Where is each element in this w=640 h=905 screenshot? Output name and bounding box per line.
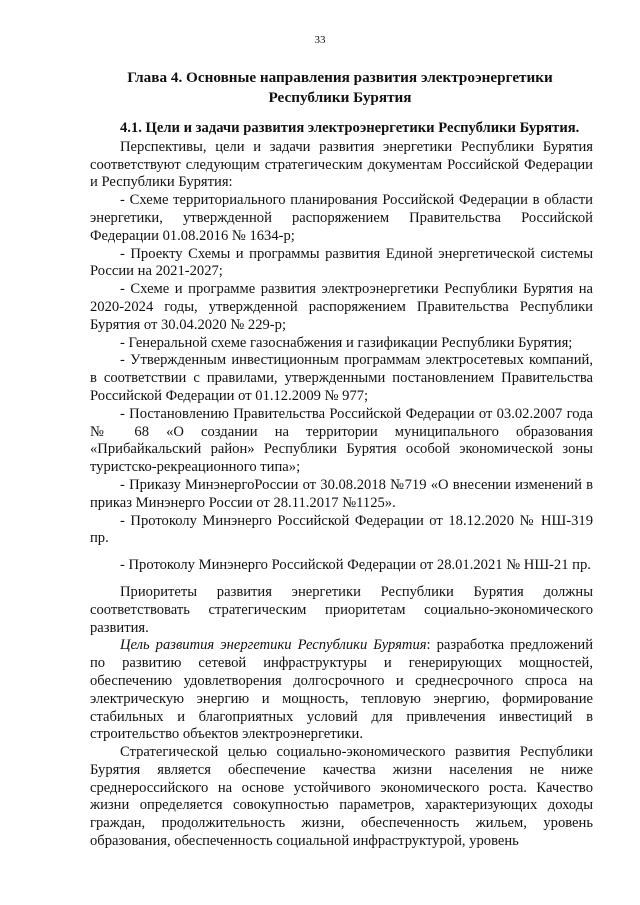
document-body (90, 120, 593, 851)
list-item-doc4: - Генеральной схеме газоснабжения и газификации Республики Бурятия; (120, 334, 573, 351)
list-item-doc7: - Приказу МинэнергоРоссии от 30.08.2018 №719 «О внесении изменений в приказ Минэнерго России от 28.11.2017 №1125». (90, 476, 593, 511)
list-item-doc9: - Протоколу Минэнерго Российской Федерации от 28.01.2021 № НШ-21 пр. (120, 557, 591, 574)
page-number: 33 (314, 34, 326, 46)
list-item-doc1: - Схеме территориального планирования Российской Федерации в области энергетики, утвержденной распоряжением Правительства Российской Федерации 01.08.2016 № 1634-р; (90, 192, 593, 244)
list-item-doc6: - Постановлению Правительства Российской Федерации от 03.02.2007 года № 68 «О создании на территории муниципального образования «Прибайкальский район» Республики Бурятия особой экономической зоны туристско-рекреационного типа»; (90, 405, 593, 476)
list-item-doc5: - Утвержденным инвестиционным программам электросетевых компаний, в соответствии с правилами, утвержденными постановлением Правительства Российской Федерации от 01.12.2009 № 977; (90, 352, 593, 404)
chapter-title-line-1: Глава 4. Основные направления развития электроэнергетики (127, 69, 553, 86)
chapter-title-line-2: Республики Бурятия (268, 89, 412, 106)
paragraph-intro: Перспективы, цели и задачи развития энергетики Республики Бурятия соответствуют следующим стратегическим документам Российской Федерации и Республики Бурятия: (90, 138, 593, 191)
section-heading: 4.1. Цели и задачи развития электроэнергетики Республики Бурятия. (120, 120, 580, 136)
paragraph-strategic: Стратегической целью социально-экономического развития Республики Бурятия является обеспечение качества жизни населения не ниже среднероссийского на основе устойчивого экономического роста. Качество жизни определяется совокупностью параметров, характеризующих доходы граждан, продолжительность жизни, обеспеченность жильем, уровень образования, обеспеченность социальной инфраструктурой, уровень (90, 744, 593, 850)
goal-text: : разработка предложений по развитию сетевой инфраструктуры и генерирующих мощностей, обеспечению удовлетворения долгосрочного и среднесрочного спроса на электрическую энергию и мощность, тепловую энергию, формирование стабильных и благоприятных условий для привлечения инвестиций в строительство объектов электроэнергетики. (90, 637, 593, 743)
list-item-doc8: - Протоколу Минэнерго Российской Федерации от 18.12.2020 № НШ-319 пр. (90, 512, 593, 547)
paragraph-goal (90, 637, 593, 744)
list-item-doc2: - Проекту Схемы и программы развития Единой энергетической системы России на 2021-2027; (90, 245, 593, 280)
paragraph-priorities: Приоритеты развития энергетики Республики Бурятия должны соответствовать стратегическим приоритетам социально-экономического развития. (90, 583, 593, 636)
list-item-doc3: - Схеме и программе развития электроэнергетики Республики Бурятия на 2020-2024 годы, утвержденной распоряжением Правительства Республики Бурятия от 30.04.2020 № 229-р; (90, 281, 593, 333)
goal-label: Цель развития энергетики Республики Бурятия (120, 637, 427, 654)
chapter-title (90, 68, 590, 108)
